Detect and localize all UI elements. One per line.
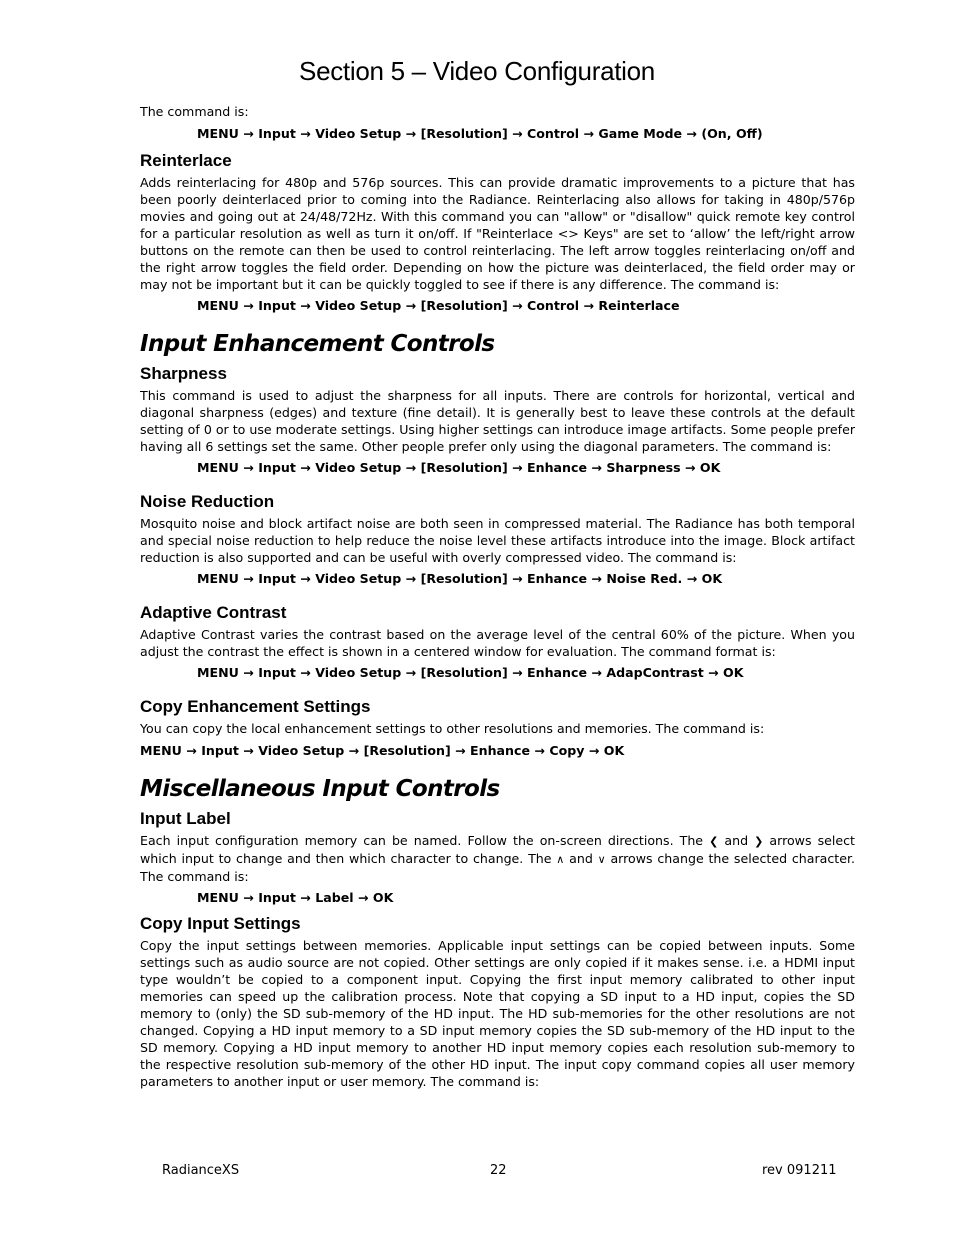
document-body (140, 103, 855, 1090)
intro-text: The command is: (140, 104, 249, 119)
misc-input-heading: Miscellaneous Input Controls (140, 776, 500, 802)
noise-reduction-body: Mosquito noise and block artifact noise are both seen in compressed material. The Radiance has both temporal and special noise reduction to help reduce the noise level these artifacts introduce into the image. Block artifact reduction is also supported and can be useful with overly compressed video. The command is: (140, 516, 855, 565)
page-title: Section 5 – Video Configuration (299, 56, 655, 86)
arrow-down-icon: ∨ (597, 853, 606, 866)
copy-enhancement-heading: Copy Enhancement Settings (140, 697, 371, 716)
reinterlace-body: Adds reinterlacing for 480p and 576p sources. This can provide dramatic improvements to a picture that has been poorly deinterlaced prior to coming into the Radiance. Reinterlacing also allows for taking in 480p/576p movies and going out at 24/48/72Hz. With this command you can "allow" or "disallow" quick remote key control for a particular resolution as well as turn it on/off. If "Reinterlace <> Keys" are set to ‘allow’ the left/right arrow buttons on the remote can then be used to control reinterlacing. The left arrow toggles reinterlacing on/off and the right arrow toggles the field order. Depending on how the picture was deinterlaced, the field order may or may not be important but it can be quickly toggled to see if there is any difference. The command is: (140, 175, 855, 292)
noise-reduction-heading: Noise Reduction (140, 492, 275, 511)
input-label-command: MENU → Input → Label → OK (197, 890, 394, 905)
input-enhancement-heading: Input Enhancement Controls (140, 331, 495, 357)
adaptive-contrast-body: Adaptive Contrast varies the contrast based on the average level of the central 60% of the picture. When you adjust the contrast the effect is shown in a centered window for evaluation. The command format is: (140, 627, 855, 659)
arrow-right-icon: ❯ (754, 835, 764, 848)
noise-reduction-command: MENU → Input → Video Setup → [Resolution] → Enhance → Noise Red. → OK (197, 571, 723, 586)
copy-input-heading: Copy Input Settings (140, 914, 301, 933)
sharpness-body: This command is used to adjust the sharpness for all inputs. There are controls for horizontal, vertical and diagonal sharpness (edges) and texture (fine detail). It is generally best to leave these controls at the default setting of 0 or to use moderate settings. Using higher settings can introduce image artifacts. Some people prefer having all 6 settings set the same. Other people prefer only using the diagonal parameters. The command is: (140, 388, 855, 454)
sharpness-heading: Sharpness (140, 364, 227, 383)
input-label-body: Each input configuration memory can be named. Follow the on-screen directions. The ❮ and ❯ arrows select which input to change and then which character to change. The ∧ and ∨ arrows change the selected character. The command is: (140, 833, 856, 884)
adaptive-contrast-command: MENU → Input → Video Setup → [Resolution] → Enhance → AdapContrast → OK (197, 665, 744, 680)
reinterlace-command: MENU → Input → Video Setup → [Resolution] → Control → Reinterlace (197, 298, 680, 313)
footer-product: RadianceXS (162, 1163, 240, 1178)
input-label-heading: Input Label (140, 809, 231, 828)
copy-enhancement-command: MENU → Input → Video Setup → [Resolution] → Enhance → Copy → OK (140, 743, 625, 758)
arrow-left-icon: ❮ (709, 835, 719, 848)
adaptive-contrast-heading: Adaptive Contrast (140, 603, 287, 622)
game-mode-command: MENU → Input → Video Setup → [Resolution] → Control → Game Mode → (On, Off) (197, 126, 763, 141)
copy-enhancement-body: You can copy the local enhancement settings to other resolutions and memories. The command is: (140, 721, 765, 736)
copy-input-body: Copy the input settings between memories. Applicable input settings can be copied between inputs. Some settings such as audio source are not copied. Other settings are only copied if it makes sense. i.e. a HDMI input type wouldn’t be copied to a component input. Copying the first input memory calibrated to other input memories can speed up the calibration process. Note that copying a SD input to a HD input, copies the SD memory to (only) the SD sub-memory of the HD input. The HD sub-memories for the other resolutions are not changed. Copying a HD input memory to a SD input memory copies the SD sub-memory of the HD input to the SD memory. Copying a HD input memory to another HD input memory copies each resolution sub-memory to the respective resolution sub-memory of the other HD input. The input copy command copies all user memory parameters to another input or user memory. The command is: (140, 938, 855, 1089)
footer-revision: rev 091211 (762, 1163, 837, 1178)
reinterlace-heading: Reinterlace (140, 151, 232, 170)
sharpness-command: MENU → Input → Video Setup → [Resolution] → Enhance → Sharpness → OK (197, 460, 721, 475)
arrow-up-icon: ∧ (556, 853, 565, 866)
footer-page-number: 22 (490, 1163, 507, 1178)
